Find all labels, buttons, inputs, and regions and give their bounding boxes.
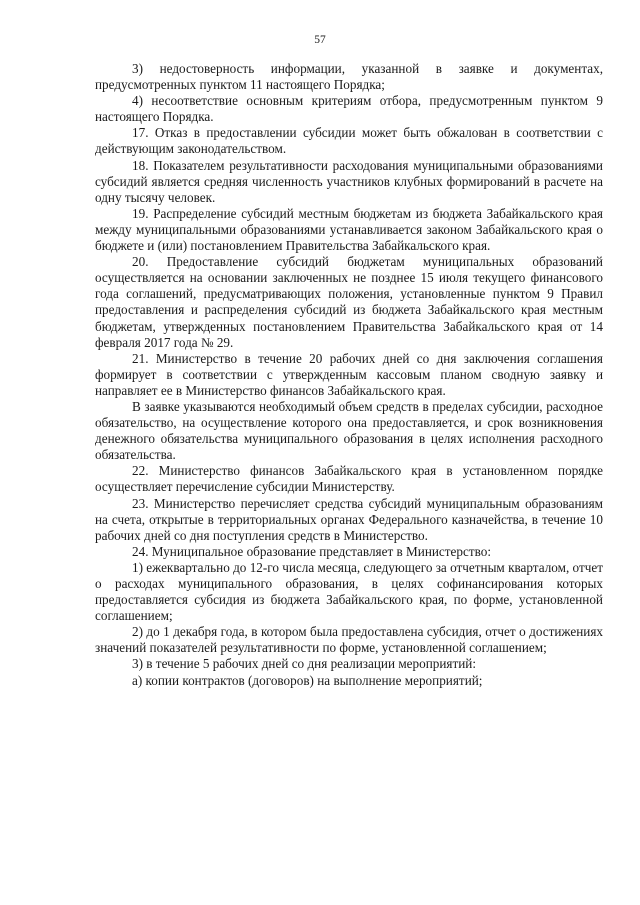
- paragraph: 22. Министерство финансов Забайкальского края в установленном порядке осуществляет перечисление субсидии Министерству.: [95, 463, 603, 495]
- paragraph: 4) несоответствие основным критериям отбора, предусмотренным пунктом 9 настоящего Порядка.: [95, 93, 603, 125]
- paragraph: 2) до 1 декабря года, в котором была предоставлена субсидия, отчет о достижениях значений показателей результативности по форме, установленной соглашением;: [95, 624, 603, 656]
- page-number: 57: [314, 34, 326, 46]
- paragraph: 21. Министерство в течение 20 рабочих дней со дня заключения соглашения формирует в соответствии с утвержденным кассовым планом сводную заявку и направляет ее в Министерство финансов Забайкальского края.: [95, 350, 603, 398]
- paragraph: 23. Министерство перечисляет средства субсидий муниципальным образованиям на счета, открытые в территориальных органах Федерального казначейства, в течение 10 рабочих дней со дня поступления средств в Министерство.: [95, 495, 603, 543]
- paragraph: 3) в течение 5 рабочих дней со дня реализации мероприятий:: [132, 656, 477, 672]
- paragraph: 20. Предоставление субсидий бюджетам муниципальных образований осуществляется на основании заключенных не позднее 15 июля текущего финансового года соглашений, предусматривающих положения, установленные пунктом 9 Правил предоставления и распределения субсидий из бюджета Забайкальского края местным бюджетам, утвержденных постановлением Правительства Забайкальского края от 14 февраля 2017 года № 29.: [95, 254, 603, 350]
- paragraph: 19. Распределение субсидий местным бюджетам из бюджета Забайкальского края между муниципальными образованиями устанавливается законом Забайкальского края о бюджете и (или) постановлением Правительства Забайкальского края.: [95, 205, 603, 254]
- paragraph: 24. Муниципальное образование представляет в Министерство:: [132, 543, 492, 559]
- paragraph: 18. Показателем результативности расходования муниципальными образованиями субсидий является средняя численность участников клубных формирований в расчете на одну тысячу человек.: [95, 157, 603, 205]
- paragraph: 1) ежеквартально до 12-го числа месяца, следующего за отчетным кварталом, отчет о расходах муниципального образования, в целях софинансирования которых предоставляется субсидия из бюджета Забайкальского края, по форме, установленной соглашением;: [95, 559, 603, 624]
- paragraph: В заявке указываются необходимый объем средств в пределах субсидии, расходное обязательство, на осуществление которого она предоставляется, и срок возникновения денежного обязательства муниципального образования в целях исполнения расходного обязательства.: [95, 398, 603, 463]
- document-body: [95, 61, 603, 689]
- paragraph: 17. Отказ в предоставлении субсидии может быть обжалован в соответствии с действующим законодательством.: [95, 125, 603, 157]
- paragraph: а) копии контрактов (договоров) на выполнение мероприятий;: [132, 672, 483, 688]
- paragraph: 3) недостоверность информации, указанной в заявке и документах, предусмотренных пунктом 11 настоящего Порядка;: [95, 61, 603, 93]
